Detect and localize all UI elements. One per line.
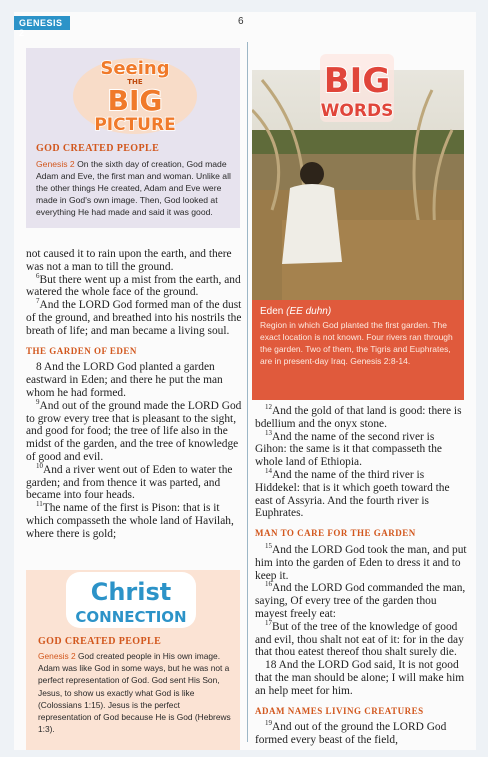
verse-number: 7: [36, 297, 40, 306]
big-words-definition: Region in which God planted the first garden. The exact location is not known. Four rivers ran through the garden. Two of them, the Tigris and Euphrates, are in present-day Iraq. Genesis 2:8-14.: [260, 320, 453, 366]
big-words-term: [260, 306, 456, 317]
verse-number: 10: [36, 461, 43, 470]
verse-text: And the LORD God commanded the man, saying, Of every tree of the garden thou mayest freely eat:: [255, 582, 466, 620]
verse-text: And the name of the second river is Gihon: the same is it that compasseth the whole land of Ethiopia.: [255, 430, 442, 469]
verse-number: 15: [265, 542, 272, 551]
verse-text: And out of the ground the LORD God formed every beast of the field,: [255, 721, 447, 747]
verse-text: And the gold of that land is good: there is bdellium and the onyx stone.: [255, 405, 462, 430]
term-pronunciation: (EE duhn): [286, 306, 332, 317]
verse-14: [255, 469, 467, 520]
logo-word-the: THE: [127, 78, 143, 86]
verse-text: And the LORD God formed man of the dust of the ground, and breathed into his nostrils the breath of life; and man became a living soul.: [26, 299, 242, 337]
verse-number: 17: [265, 618, 272, 627]
verse-5-continued: not caused it to rain upon the earth, and there was not a man to till the ground.: [26, 248, 232, 273]
christ-connection-logo: [56, 564, 206, 634]
right-column-text: [255, 405, 467, 747]
seeing-big-picture-logo: [70, 52, 200, 136]
seeing-big-picture-body: On the sixth day of creation, God made Adam and Eve, the first man and woman. Unlike all the other things He created, Adam and Eve were made in God's own image. Then, God looked at everything He had made and said it was good.: [36, 159, 231, 217]
verse-18: 18 And the LORD God said, It is not good that the man should be alone; I will make him an help meet for him.: [255, 659, 465, 697]
verse-number: 9: [36, 397, 40, 406]
christ-connection-text: [38, 650, 234, 735]
logo-word-connection: CONNECTION: [75, 608, 187, 626]
logo-word-picture: PICTURE: [94, 115, 176, 135]
big-words-logo: [310, 48, 404, 128]
page-number: 6: [238, 16, 244, 27]
verse-12: [255, 405, 467, 431]
seeing-big-picture-box: [26, 48, 240, 228]
verse-19: [255, 721, 467, 747]
christ-connection-body: God created people in His own image. Adam was like God in some ways, but he was not a perfect representation of God. God sent His Son, Jesus, to show us exactly what God is like (Colossians 1:15). Jesus is the perfect representation of God because He is God (Hebrews 1:3).: [38, 651, 231, 735]
christ-connection-heading: GOD CREATED PEOPLE: [38, 636, 162, 647]
logo-word-seeing: Seeing: [100, 58, 170, 79]
verse-8: 8 And the LORD God planted a garden eastward in Eden; and there he put the man whom he had formed.: [26, 361, 223, 399]
logo-word-big: BIG: [107, 84, 163, 117]
verse-11: [26, 502, 242, 540]
verse-10: [26, 461, 242, 502]
big-words-box: [252, 61, 464, 400]
section-heading-adam-names: ADAM NAMES LIVING CREATURES: [255, 705, 424, 716]
page-header: [14, 12, 476, 38]
verse-number: 6: [36, 271, 40, 280]
verse-text: But of the tree of the knowledge of good and evil, thou shalt not eat of it: for in the day that thou eatest thereof thou shalt surely die.: [255, 620, 464, 659]
section-heading-garden-of-eden: THE GARDEN OF EDEN: [26, 345, 137, 356]
term-word: Eden: [260, 306, 284, 317]
verse-number: 19: [265, 719, 272, 728]
seeing-big-picture-heading: GOD CREATED PEOPLE: [36, 143, 160, 154]
logo-word-big: BIG: [323, 61, 391, 101]
verse-text: And the name of the third river is Hiddekel: that is it which goeth toward the east of Assyria. And the fourth river is Euphrates.: [255, 468, 450, 520]
verse-number: 11: [36, 500, 43, 509]
verse-number: 14: [265, 467, 272, 476]
verse-6: [26, 271, 242, 300]
verse-13: [255, 428, 467, 469]
verse-number: 13: [265, 428, 272, 437]
verse-text: And out of the ground made the LORD God to grow every tree that is pleasant to the sight, and good for food; the tree of life also in the midst of the garden, and the tree of knowledge of good and evil.: [26, 399, 242, 463]
verse-text: And a river went out of Eden to water the garden; and from thence it was parted, and became into four heads.: [26, 463, 233, 502]
verse-text: The name of the first is Pison: that is it which compasseth the whole land of Havilah, where there is gold;: [26, 502, 234, 540]
verse-text: And the LORD God took the man, and put him into the garden of Eden to dress it and to keep it.: [255, 543, 467, 582]
scripture-ref: Genesis 2: [36, 159, 75, 169]
section-heading-man-to-care: MAN TO CARE FOR THE GARDEN: [255, 528, 416, 539]
logo-word-christ: Christ: [90, 578, 172, 606]
scripture-ref: Genesis 2: [38, 651, 76, 661]
verse-15: [255, 544, 467, 582]
big-words-caption: [252, 300, 464, 400]
left-column-text: [26, 248, 242, 541]
logo-word-words: WORDS: [320, 101, 394, 121]
seeing-big-picture-text: [36, 158, 234, 218]
verse-7: [26, 299, 242, 337]
verse-9: [26, 397, 242, 464]
verse-16: [255, 582, 467, 620]
book-tab: GENESIS 2: [14, 16, 70, 30]
verse-number: 12: [265, 403, 272, 412]
verse-text: But there went up a mist from the earth, and watered the whole face of the ground.: [26, 273, 241, 299]
column-divider: [247, 42, 248, 742]
christ-connection-box: [26, 570, 240, 750]
verse-17: [255, 618, 467, 659]
verse-number: 16: [265, 580, 272, 589]
